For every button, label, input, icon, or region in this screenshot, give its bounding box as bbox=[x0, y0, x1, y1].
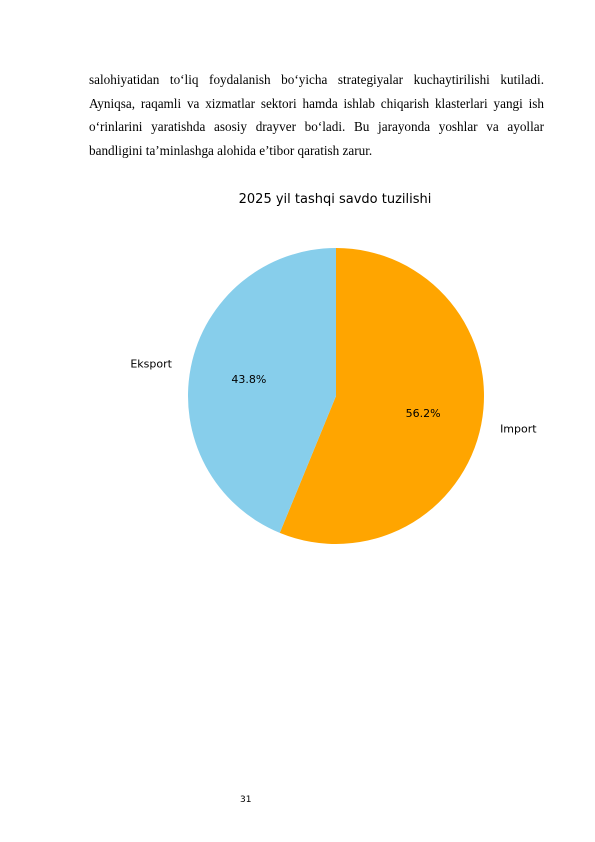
pie-category-label-import: Import bbox=[500, 422, 537, 436]
pie-chart-svg bbox=[120, 182, 560, 562]
pie-category-label-eksport: Eksport bbox=[130, 357, 172, 371]
page-number: 31 bbox=[240, 795, 252, 805]
pie-percent-label-import: 56.2% bbox=[405, 407, 441, 421]
pie-chart bbox=[120, 182, 560, 562]
pie-slices bbox=[188, 248, 484, 544]
body-paragraph: salohiyatidan to‘liq foydalanish bo‘yicha strategiyalar kuchaytirilishi kutiladi. Ayniqsa, raqamli va xizmatlar sektori hamda ishlab chiqarish klasterlari yangi ish o‘rinlarini yaratishda asosiy drayver bo‘ladi. Bu jarayonda yoshlar va ayollar bandligini ta’minlashga alohida e’tibor qaratish zarur. bbox=[89, 72, 544, 158]
chart-title: 2025 yil tashqi savdo tuzilishi bbox=[238, 192, 432, 207]
pie-percent-label-eksport: 43.8% bbox=[231, 372, 267, 386]
